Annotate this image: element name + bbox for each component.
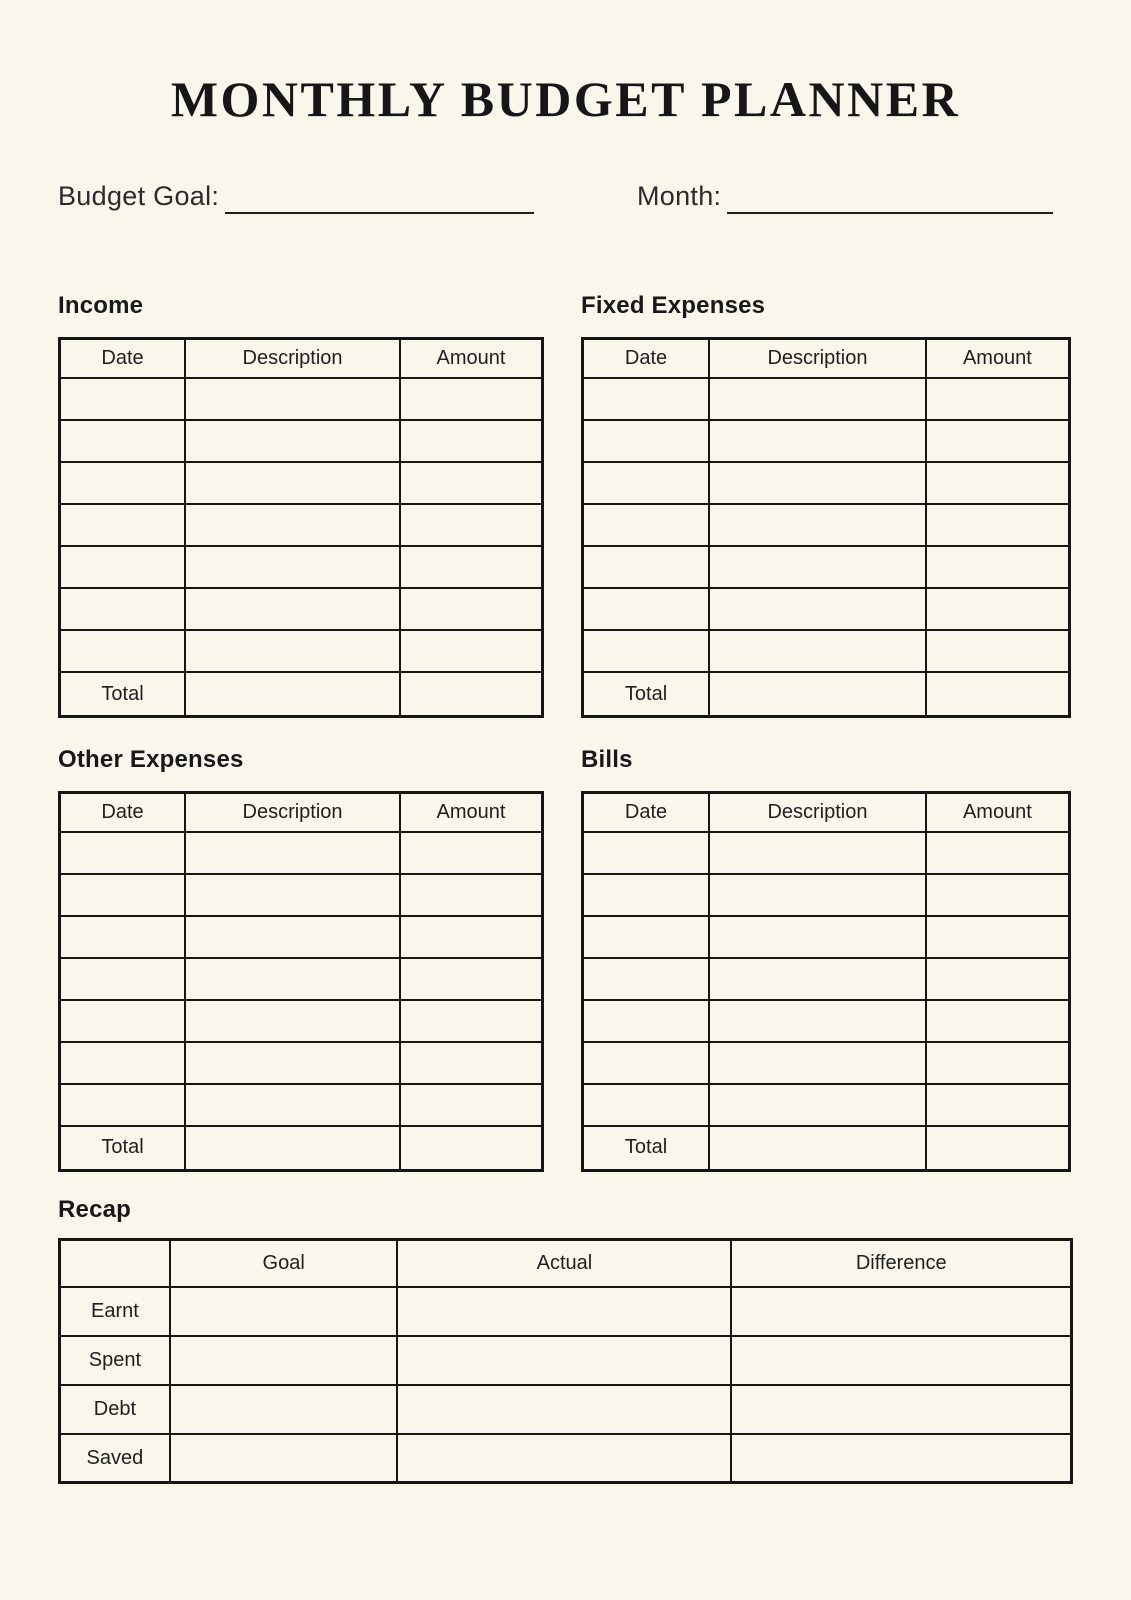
other-expenses-col-description: Description [185, 792, 400, 832]
fixed-expenses-col-description: Description [709, 338, 926, 378]
bills-col-description: Description [709, 792, 926, 832]
other-expenses-section [58, 746, 544, 1172]
empty-cell [185, 378, 400, 420]
empty-cell [60, 1084, 186, 1126]
empty-row [583, 1042, 1070, 1084]
empty-row [60, 916, 543, 958]
empty-cell [400, 1000, 543, 1042]
empty-cell [400, 546, 543, 588]
empty-cell [583, 546, 710, 588]
empty-cell [709, 1084, 926, 1126]
empty-cell [709, 420, 926, 462]
empty-cell [926, 462, 1070, 504]
empty-cell [731, 1385, 1071, 1434]
recap-row-spent [60, 1336, 1072, 1385]
empty-cell [397, 1336, 731, 1385]
empty-cell [926, 1042, 1070, 1084]
empty-row [60, 546, 543, 588]
empty-cell [185, 462, 400, 504]
income-col-amount: Amount [400, 338, 543, 378]
empty-cell [926, 672, 1070, 716]
empty-cell [709, 916, 926, 958]
recap-row-debt [60, 1385, 1072, 1434]
empty-cell [400, 832, 543, 874]
other-expenses-header-row [60, 792, 543, 832]
empty-row [60, 504, 543, 546]
income-header-row [60, 338, 543, 378]
recap-row-label: Debt [60, 1385, 170, 1434]
empty-cell [185, 916, 400, 958]
empty-cell [583, 1084, 710, 1126]
budget-goal-field [58, 179, 534, 214]
empty-cell [60, 630, 186, 672]
empty-row [583, 630, 1070, 672]
month-field [637, 179, 1053, 214]
month-write-line [727, 180, 1053, 214]
empty-row [583, 504, 1070, 546]
empty-cell [60, 588, 186, 630]
empty-cell [709, 874, 926, 916]
empty-cell [400, 1042, 543, 1084]
empty-cell [397, 1385, 731, 1434]
recap-row-label: Saved [60, 1434, 170, 1483]
empty-cell [709, 462, 926, 504]
empty-row [60, 378, 543, 420]
empty-cell [400, 916, 543, 958]
empty-cell [709, 832, 926, 874]
month-label: Month: [637, 181, 722, 211]
income-col-date: Date [60, 338, 186, 378]
income-section [58, 292, 544, 718]
empty-cell [397, 1287, 731, 1336]
recap-row-label: Earnt [60, 1287, 170, 1336]
empty-cell [400, 672, 543, 716]
empty-cell [731, 1336, 1071, 1385]
empty-cell [583, 1042, 710, 1084]
empty-cell [583, 916, 710, 958]
bills-table [581, 791, 1071, 1172]
empty-row [583, 832, 1070, 874]
empty-cell [400, 1084, 543, 1126]
empty-cell [926, 874, 1070, 916]
income-col-description: Description [185, 338, 400, 378]
empty-row [60, 462, 543, 504]
empty-row [583, 420, 1070, 462]
recap-col-actual: Actual [397, 1240, 731, 1287]
empty-cell [185, 630, 400, 672]
recap-row-earnt [60, 1287, 1072, 1336]
empty-cell [60, 462, 186, 504]
empty-cell [583, 874, 710, 916]
empty-cell [926, 832, 1070, 874]
empty-cell [926, 630, 1070, 672]
fixed-expenses-table [581, 337, 1071, 718]
recap-col-difference: Difference [731, 1240, 1071, 1287]
empty-cell [400, 420, 543, 462]
budget-goal-write-line [225, 180, 534, 214]
empty-cell [185, 958, 400, 1000]
empty-row [60, 1000, 543, 1042]
fixed-expenses-col-date: Date [583, 338, 710, 378]
empty-cell [583, 630, 710, 672]
empty-cell [926, 1126, 1070, 1170]
bills-header-row [583, 792, 1070, 832]
empty-cell [400, 504, 543, 546]
empty-cell [400, 630, 543, 672]
empty-cell [185, 1042, 400, 1084]
empty-cell [170, 1385, 398, 1434]
empty-cell [583, 832, 710, 874]
empty-row [583, 1000, 1070, 1042]
income-total-label: Total [60, 672, 186, 716]
other-expenses-col-amount: Amount [400, 792, 543, 832]
empty-row [60, 958, 543, 1000]
recap-table [58, 1238, 1073, 1484]
empty-cell [60, 916, 186, 958]
ledger-sections-grid [58, 292, 1073, 1172]
budget-goal-label: Budget Goal: [58, 181, 220, 211]
recap-col-goal: Goal [170, 1240, 398, 1287]
empty-row [60, 1042, 543, 1084]
fixed-expenses-total-label: Total [583, 672, 710, 716]
header-fields [58, 179, 1073, 214]
empty-cell [926, 958, 1070, 1000]
empty-cell [583, 504, 710, 546]
bills-section [581, 746, 1071, 1172]
empty-cell [709, 504, 926, 546]
empty-cell [709, 1042, 926, 1084]
empty-cell [709, 1126, 926, 1170]
empty-cell [185, 504, 400, 546]
empty-cell [731, 1434, 1071, 1483]
empty-cell [583, 420, 710, 462]
empty-cell [709, 378, 926, 420]
fixed-expenses-section [581, 292, 1071, 718]
empty-cell [926, 588, 1070, 630]
empty-cell [709, 1000, 926, 1042]
empty-cell [400, 1126, 543, 1170]
bills-col-amount: Amount [926, 792, 1070, 832]
recap-section-title: Recap [58, 1195, 132, 1223]
other-expenses-total-label: Total [60, 1126, 186, 1170]
empty-row [60, 874, 543, 916]
bills-total-row [583, 1126, 1070, 1170]
income-total-row [60, 672, 543, 716]
empty-cell [926, 504, 1070, 546]
income-table [58, 337, 544, 718]
empty-cell [926, 916, 1070, 958]
empty-cell [397, 1434, 731, 1483]
empty-cell [60, 420, 186, 462]
fixed-expenses-total-row [583, 672, 1070, 716]
recap-header-row [60, 1240, 1072, 1287]
empty-cell [583, 462, 710, 504]
empty-row [60, 588, 543, 630]
fixed-expenses-col-amount: Amount [926, 338, 1070, 378]
empty-cell [400, 588, 543, 630]
empty-row [60, 832, 543, 874]
empty-row [583, 958, 1070, 1000]
bills-col-date: Date [583, 792, 710, 832]
empty-cell [185, 420, 400, 462]
empty-cell [185, 832, 400, 874]
empty-cell [400, 462, 543, 504]
empty-cell [400, 958, 543, 1000]
empty-cell [709, 672, 926, 716]
empty-cell [709, 546, 926, 588]
empty-cell [170, 1287, 398, 1336]
empty-row [583, 378, 1070, 420]
empty-cell [60, 874, 186, 916]
empty-cell [709, 958, 926, 1000]
empty-cell [926, 420, 1070, 462]
empty-cell [185, 1084, 400, 1126]
empty-cell [60, 958, 186, 1000]
empty-row [583, 916, 1070, 958]
recap-row-saved [60, 1434, 1072, 1483]
empty-cell [926, 1084, 1070, 1126]
empty-row [583, 588, 1070, 630]
empty-row [60, 630, 543, 672]
empty-cell [926, 1000, 1070, 1042]
empty-cell [60, 378, 186, 420]
recap-section [58, 1196, 1073, 1485]
empty-cell [185, 672, 400, 716]
empty-cell [170, 1434, 398, 1483]
empty-row [583, 462, 1070, 504]
empty-cell [170, 1336, 398, 1385]
empty-cell [185, 1126, 400, 1170]
empty-cell [583, 378, 710, 420]
empty-cell [731, 1287, 1071, 1336]
empty-cell [60, 1000, 186, 1042]
empty-cell [400, 378, 543, 420]
empty-cell [583, 958, 710, 1000]
fixed-expenses-header-row [583, 338, 1070, 378]
empty-cell [185, 546, 400, 588]
empty-row [583, 1084, 1070, 1126]
empty-cell [926, 378, 1070, 420]
recap-corner-cell [60, 1240, 170, 1287]
empty-cell [583, 588, 710, 630]
fixed-expenses-section-title: Fixed Expenses [581, 292, 766, 320]
page-title: MONTHLY BUDGET PLANNER [170, 71, 961, 127]
empty-cell [926, 546, 1070, 588]
empty-cell [185, 588, 400, 630]
income-section-title: Income [58, 292, 144, 320]
empty-cell [60, 832, 186, 874]
bills-total-label: Total [583, 1126, 710, 1170]
empty-cell [583, 1000, 710, 1042]
other-expenses-total-row [60, 1126, 543, 1170]
empty-cell [709, 588, 926, 630]
empty-cell [185, 874, 400, 916]
empty-row [60, 1084, 543, 1126]
bills-section-title: Bills [581, 745, 633, 773]
empty-row [583, 874, 1070, 916]
other-expenses-section-title: Other Expenses [58, 745, 244, 773]
empty-cell [400, 874, 543, 916]
empty-row [583, 546, 1070, 588]
empty-cell [709, 630, 926, 672]
empty-cell [60, 546, 186, 588]
other-expenses-table [58, 791, 544, 1172]
empty-cell [185, 1000, 400, 1042]
empty-row [60, 420, 543, 462]
other-expenses-col-date: Date [60, 792, 186, 832]
recap-row-label: Spent [60, 1336, 170, 1385]
empty-cell [60, 504, 186, 546]
empty-cell [60, 1042, 186, 1084]
